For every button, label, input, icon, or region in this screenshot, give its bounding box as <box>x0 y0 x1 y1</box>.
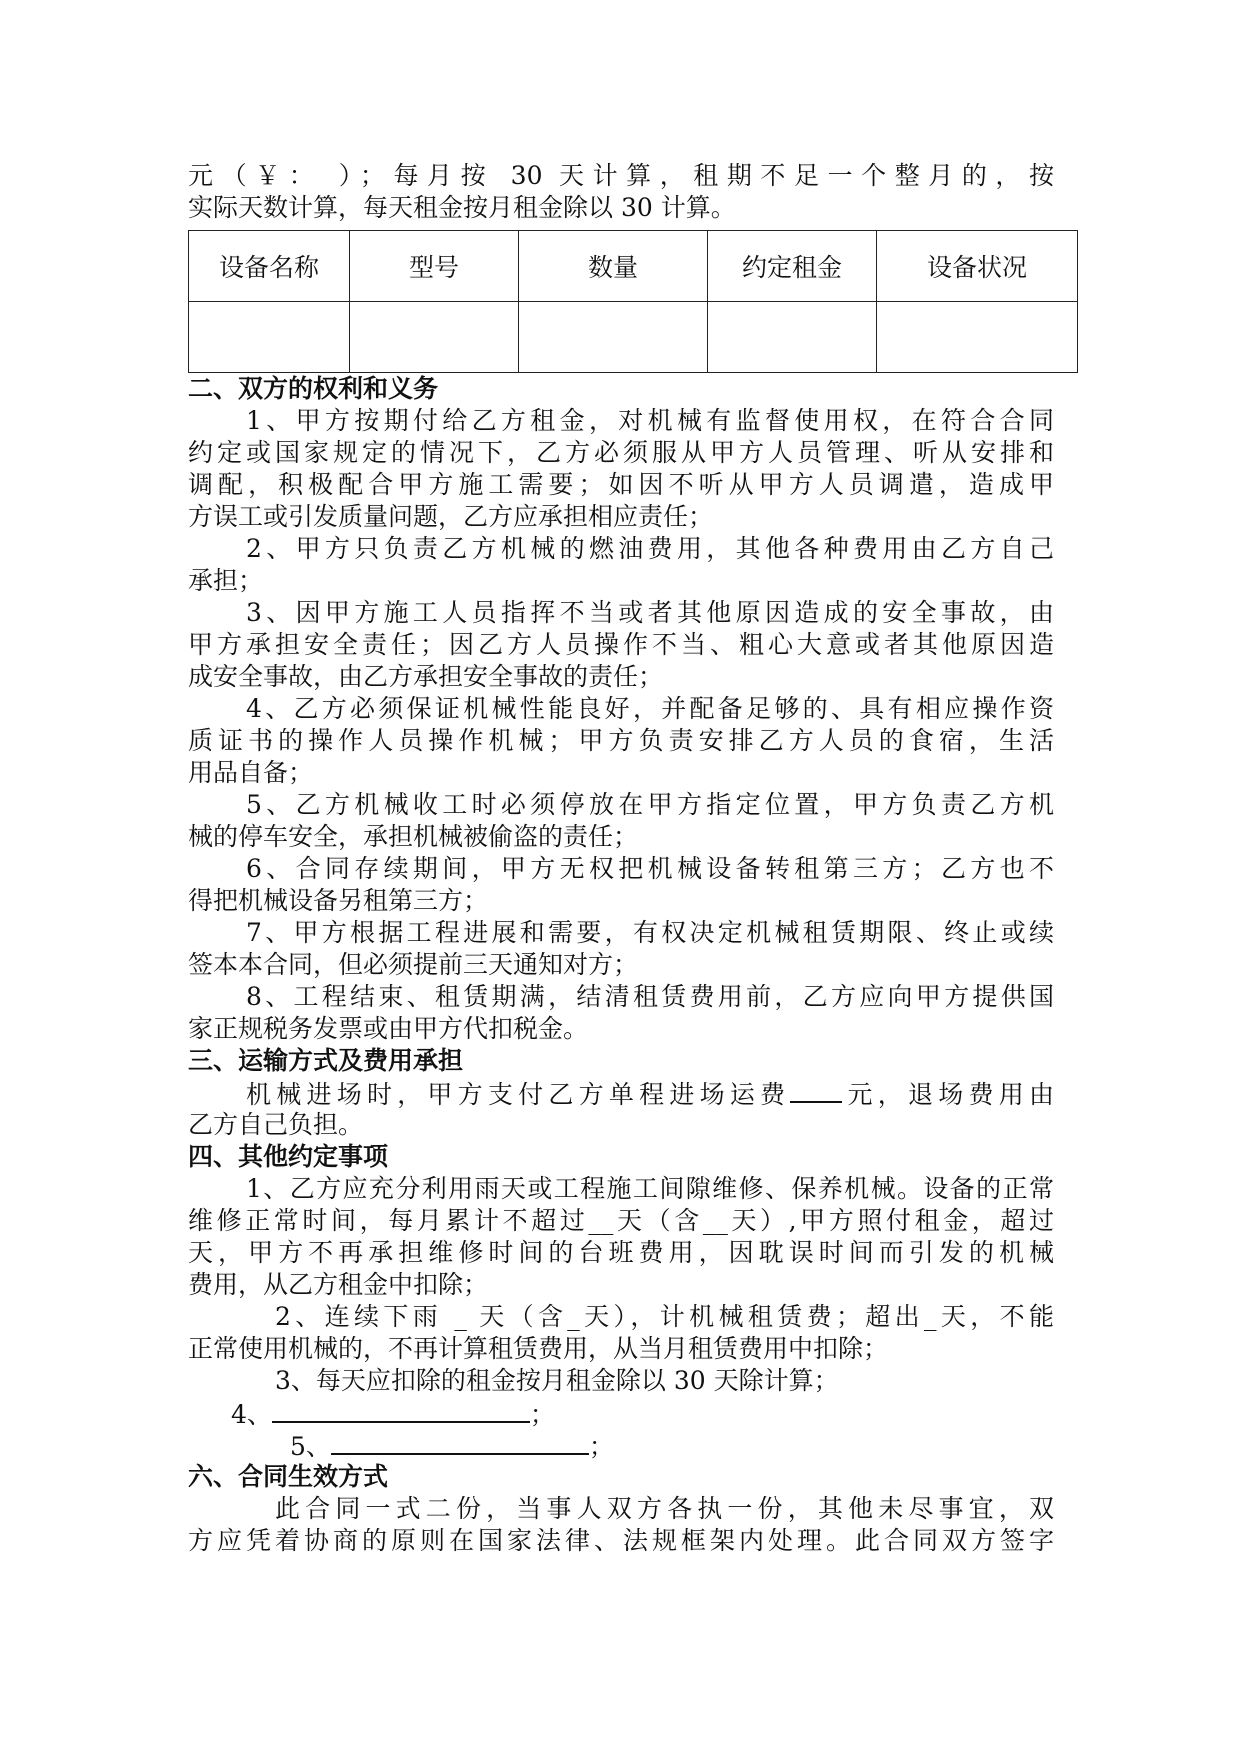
section-4-line: 2、连续下雨 _ 天（含_天），计机械租赁费；超出_天，不能 <box>275 1302 1054 1331</box>
section-4-heading: 四、其他约定事项 <box>188 1142 389 1171</box>
section-2-line: 7、甲方根据工程进展和需要，有权决定机械租赁期限、终止或续 <box>246 918 1054 947</box>
section-2-line: 2、甲方只负责乙方机械的燃油费用，其他各种费用由乙方自己 <box>246 534 1054 563</box>
section-4-line: 天，甲方不再承担维修时间的台班费用，因耽误时间而引发的机械 <box>188 1238 1054 1267</box>
section-2-line: 8、工程结束、租赁期满，结清租赁费用前，乙方应向甲方提供国 <box>246 982 1054 1011</box>
item-5-number: 5、 <box>290 1432 331 1461</box>
header-quantity: 数量 <box>519 231 708 302</box>
transport-fee-text-2: 元，退场费用由 <box>842 1080 1054 1109</box>
section-2-line: 6、合同存续期间，甲方无权把机械设备转租第三方；乙方也不 <box>246 854 1054 883</box>
section-6-line: 方应凭着协商的原则在国家法律、法规框架内处理。此合同双方签字 <box>188 1526 1054 1555</box>
section-6-heading: 六、合同生效方式 <box>188 1462 389 1491</box>
section-2-line: 约定或国家规定的情况下，乙方必须服从甲方人员管理、听从安排和 <box>188 438 1054 467</box>
table-cell <box>877 302 1078 373</box>
section-4-item-5 <box>188 1429 1054 1461</box>
section-2-line: 械的停车安全，承担机械被偷盗的责任； <box>188 822 639 851</box>
section-3-heading: 三、运输方式及费用承担 <box>188 1046 464 1075</box>
header-equipment-name: 设备名称 <box>189 231 350 302</box>
item-4-blank[interactable] <box>272 1397 530 1423</box>
table-cell <box>519 302 708 373</box>
section-2-line: 4、乙方必须保证机械性能良好，并配备足够的、具有相应操作资 <box>246 694 1054 723</box>
header-agreed-rent: 约定租金 <box>708 231 877 302</box>
section-2-line: 质证书的操作人员操作机械；甲方负责安排乙方人员的食宿，生活 <box>188 726 1054 755</box>
section-2-line: 得把机械设备另租第三方； <box>188 886 489 915</box>
section-2-line: 调配，积极配合甲方施工需要；如因不听从甲方人员调遣，造成甲 <box>188 470 1054 499</box>
section-4-line: 正常使用机械的，不再计算租赁费用，从当月租赁费用中扣除； <box>188 1334 889 1363</box>
equipment-table <box>188 230 1078 373</box>
section-2-line: 家正规税务发票或由甲方代扣税金。 <box>188 1014 589 1043</box>
section-4-line: 3、每天应扣除的租金按月租金除以 30 天除计算； <box>275 1366 839 1395</box>
item-5-semicolon: ； <box>588 1432 614 1461</box>
intro-line-1: 元（￥： ）；每月按 30 天计算，租期不足一个整月的，按 <box>188 161 1054 190</box>
section-4-line: 维修正常时间，每月累计不超过__天（含__天）,甲方照付租金，超过 <box>188 1206 1054 1235</box>
section-2-line: 承担； <box>188 566 264 595</box>
section-3-line <box>188 1077 1054 1109</box>
section-4-line: 费用，从乙方租金中扣除； <box>188 1270 489 1299</box>
transport-fee-blank[interactable] <box>790 1077 842 1103</box>
intro-line-2: 实际天数计算，每天租金按月租金除以 30 计算。 <box>188 193 736 222</box>
section-3-line: 乙方自己负担。 <box>188 1110 364 1139</box>
section-4-line: 1、乙方应充分利用雨天或工程施工间隙维修、保养机械。设备的正常 <box>246 1174 1054 1203</box>
transport-fee-text: 机械进场时，甲方支付乙方单程进场运费 <box>246 1080 791 1109</box>
table-header-row <box>189 231 1078 302</box>
section-2-line: 用品自备； <box>188 758 314 787</box>
header-model: 型号 <box>350 231 519 302</box>
table-cell <box>708 302 877 373</box>
table-row <box>189 302 1078 373</box>
table-cell <box>189 302 350 373</box>
section-2-heading: 二、双方的权利和义务 <box>188 374 439 403</box>
section-6-line: 此合同一式二份，当事人双方各执一份，其他未尽事宜，双 <box>275 1494 1054 1523</box>
section-2-line: 成安全事故，由乙方承担安全事故的责任； <box>188 662 664 691</box>
section-2-line: 甲方承担安全责任；因乙方人员操作不当、粗心大意或者其他原因造 <box>188 630 1054 659</box>
document-body <box>188 160 1054 1557</box>
section-4-item-4 <box>188 1397 1054 1429</box>
item-4-semicolon: ； <box>529 1400 555 1429</box>
header-equipment-status: 设备状况 <box>877 231 1078 302</box>
section-2-line: 方误工或引发质量问题，乙方应承担相应责任； <box>188 502 714 531</box>
section-2-line: 5、乙方机械收工时必须停放在甲方指定位置，甲方负责乙方机 <box>246 790 1054 819</box>
section-2-line: 3、因甲方施工人员指挥不当或者其他原因造成的安全事故，由 <box>246 598 1054 627</box>
item-4-number: 4、 <box>231 1400 272 1429</box>
table-cell <box>350 302 519 373</box>
item-5-blank[interactable] <box>331 1429 589 1455</box>
section-2-line: 1、甲方按期付给乙方租金，对机械有监督使用权，在符合合同 <box>246 406 1054 435</box>
section-2-line: 签本本合同，但必须提前三天通知对方； <box>188 950 639 979</box>
